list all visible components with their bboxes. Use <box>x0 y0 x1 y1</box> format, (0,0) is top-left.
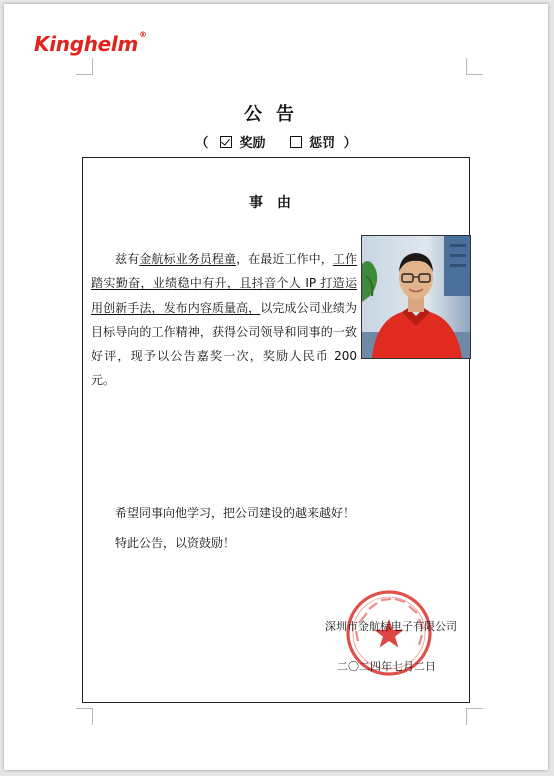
portrait-image <box>362 236 470 358</box>
notice-type-options <box>4 132 548 151</box>
page-title: 公告 <box>244 104 308 125</box>
section-heading: 事由 <box>249 195 305 211</box>
crop-mark-bottom-right <box>466 708 483 725</box>
document-page <box>4 4 548 770</box>
body-text-conclusion: 以完成公司业绩为目标导向的工作精神，获得公司领导和同事的一致好评，现予以公告嘉奖一次，奖励人民币 200 元。 <box>91 300 357 388</box>
kinghelm-logo <box>34 32 147 56</box>
body-text-intro: 兹有 <box>115 252 140 266</box>
logo-text: Kinghelm <box>34 32 139 56</box>
body-text-context: ，在最近工作中， <box>236 252 333 266</box>
registered-mark: ® <box>139 30 147 39</box>
crop-mark-top-right <box>466 58 483 75</box>
closing-line-2 <box>91 534 461 551</box>
reward-label: 奖励 <box>239 136 266 151</box>
crop-mark-bottom-left <box>76 708 93 725</box>
closing-line-1-text: 希望同事向他学习，把公司建设的越来越好！ <box>115 506 356 520</box>
notice-frame <box>82 157 470 703</box>
close-paren: ） <box>343 136 357 151</box>
reward-checkbox-checked-icon <box>220 136 232 148</box>
employee-photo <box>361 235 471 359</box>
open-paren: （ <box>195 136 209 151</box>
penalty-label: 惩罚 <box>309 136 336 151</box>
closing-line-2-text: 特此公告，以资鼓励！ <box>115 536 236 550</box>
notice-body-paragraph <box>91 247 357 393</box>
penalty-checkbox-empty-icon <box>290 136 302 148</box>
closing-line-1 <box>91 504 461 521</box>
issue-date: 二〇二四年七月二日 <box>337 660 436 673</box>
company-name: 深圳市金航标电子有限公司 <box>325 620 457 633</box>
employee-name: 金航标业务员程童 <box>139 252 237 266</box>
body-text-achievements: 工作踏实勤奋，业绩稳中有升，且抖音个人 IP 打造运用创新手法，发布内容质量高， <box>91 252 357 315</box>
crop-mark-top-left <box>76 58 93 75</box>
